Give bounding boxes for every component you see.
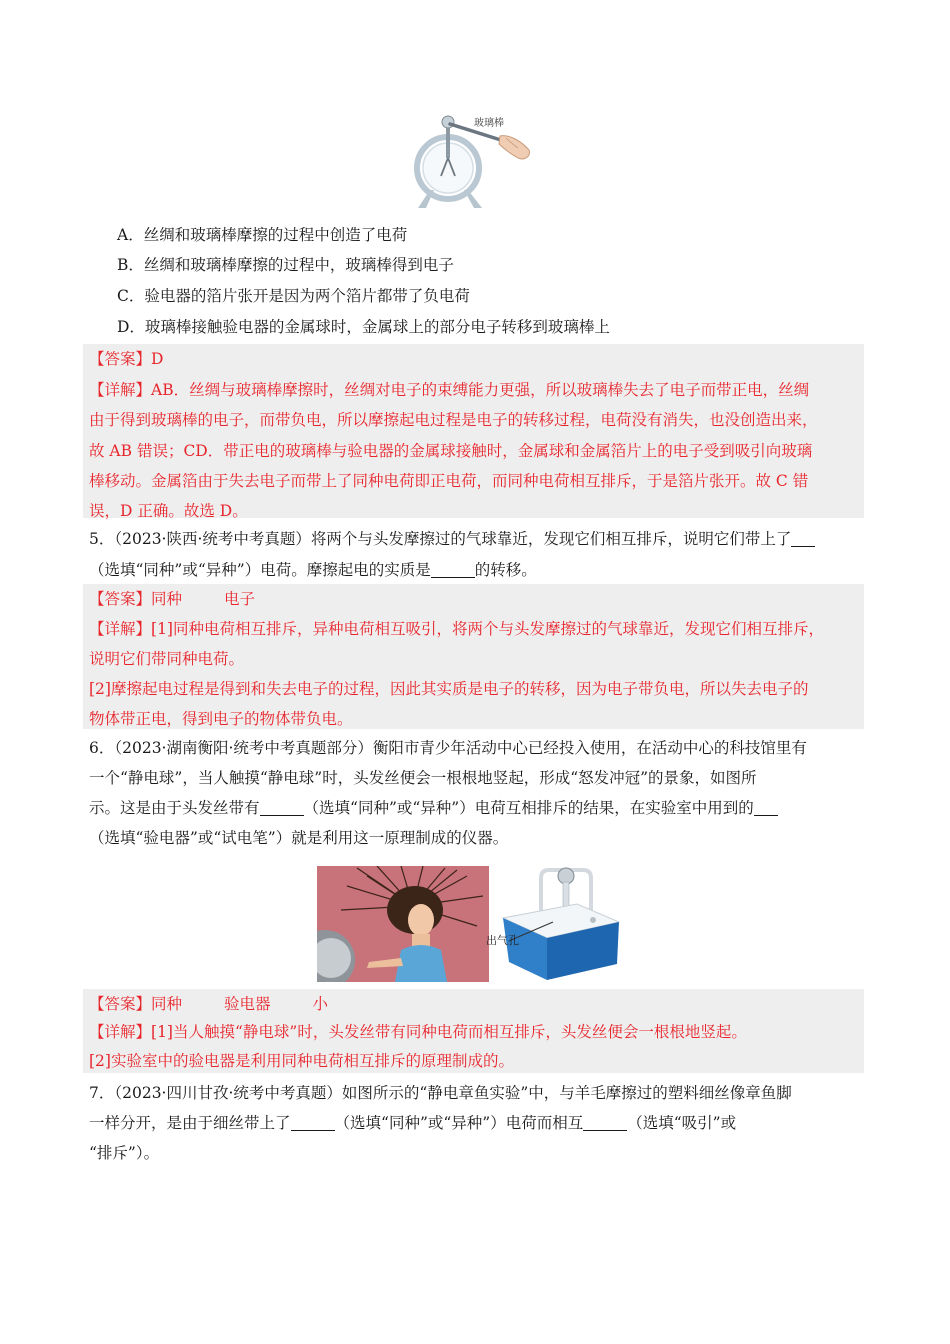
q7-text: （选填“同种”或“异种”）电荷而相互 xyxy=(334,1114,584,1132)
detail-line-q6-2: [2]实验室中的验电器是利用同种电荷相互排斥的原理制成的。 xyxy=(89,1052,514,1070)
q6-line-1: 6．（2023·湖南衡阳·统考中考真题部分）衡阳市青少年活动中心已经投入使用，在活动中心的科技馆里有 xyxy=(89,739,807,757)
detail-line-q5-1 xyxy=(89,614,824,644)
answer-line-q5 xyxy=(89,584,255,614)
answer-line-q6 xyxy=(89,989,328,1019)
detail-text: [1]同种电荷相互排斥，异种电荷相互吸引，将两个与头发摩擦过的气球靠近，发现它们相互排斥， xyxy=(151,620,824,638)
option-b: B．丝绸和玻璃棒摩擦的过程中，玻璃棒得到电子 xyxy=(117,256,454,274)
q7-line-2 xyxy=(89,1108,736,1138)
blank xyxy=(260,797,304,816)
q5-text: 的转移。 xyxy=(474,561,537,579)
q5-text: （选填“同种”或“异种”）电荷。摩擦起电的实质是 xyxy=(89,561,431,579)
q7-line-1: 7．（2023·四川甘孜·统考中考真题）如图所示的“静电章鱼实验”中，与羊毛摩擦过的塑料细丝像章鱼脚 xyxy=(89,1084,792,1102)
air-outlet-label: 出气孔 xyxy=(486,934,519,947)
answer-tag: 【答案】 xyxy=(89,350,152,368)
q7-text: （选填“吸引”或 xyxy=(627,1114,737,1132)
blank xyxy=(791,528,815,547)
q6-line-2: 一个“静电球”，当人触摸“静电球”时，头发丝便会一根根地竖起，形成“怒发冲冠”的景象，如图所 xyxy=(89,769,757,787)
detail-text: [1]当人触摸“静电球”时，头发丝带有同种电荷而相互排斥，头发丝便会一根根地竖起。 xyxy=(151,1023,747,1041)
static-ball-device-figure xyxy=(483,860,633,984)
answer-value: 小 xyxy=(312,995,329,1013)
detail-line-q4-2: 由于得到玻璃棒的电子，而带负电，所以摩擦起电过程是电子的转移过程，电荷没有消失，也没创造出来， xyxy=(89,411,818,429)
detail-line-q5-3: [2]摩擦起电过程是得到和失去电子的过程，因此其实质是电子的转移，因为电子带负电，所以失去电子的 xyxy=(89,680,809,698)
answer-line-q4 xyxy=(89,344,163,374)
q6-line-3 xyxy=(89,793,778,823)
detail-line-q6-1 xyxy=(89,1017,747,1047)
static-hair-photo xyxy=(317,866,489,982)
option-c: C．验电器的箔片张开是因为两个箔片都带了负电荷 xyxy=(117,287,470,305)
q6-text: （选填“同种”或“异种”）电荷互相排斥的结果，在实验室中用到的 xyxy=(303,799,754,817)
electroscope-figure xyxy=(412,108,536,214)
q6-line-4: （选填“验电器”或“试电笔”）就是利用这一原理制成的仪器。 xyxy=(89,829,509,847)
answer-value: 同种 xyxy=(151,995,183,1013)
answer-value: 电子 xyxy=(224,590,256,608)
q7-line-3: “排斥”）。 xyxy=(89,1144,160,1162)
detail-tag: 【详解】 xyxy=(89,1023,152,1041)
detail-line-q5-2: 说明它们带同种电荷。 xyxy=(89,650,245,668)
detail-line-q4-4: 棒移动。金属箔由于失去电子而带上了同种电荷即正电荷，而同种电荷相互排斥，于是箔片张开。故 C 错 xyxy=(89,472,809,490)
detail-line-q4-5: 误，D 正确。故选 D。 xyxy=(89,502,248,520)
q5-line-2 xyxy=(89,555,537,585)
detail-tag: 【详解】 xyxy=(89,381,152,399)
option-d: D．玻璃棒接触验电器的金属球时，金属球上的部分电子转移到玻璃棒上 xyxy=(117,318,610,336)
q5-text: 5．（2023·陕西·统考中考真题）将两个与头发摩擦过的气球靠近，发现它们相互排斥，说明它们带上了 xyxy=(89,530,792,548)
q7-text: 一样分开，是由于细丝带上了 xyxy=(89,1114,291,1132)
detail-text: AB．丝绸与玻璃棒摩擦时，丝绸对电子的束缚能力更强，所以玻璃棒失去了电子而带正电，丝绸 xyxy=(151,381,810,399)
blank xyxy=(754,797,778,816)
answer-value: 同种 xyxy=(151,590,183,608)
detail-tag: 【详解】 xyxy=(89,620,152,638)
answer-value: 验电器 xyxy=(224,995,271,1013)
answer-tag: 【答案】 xyxy=(89,590,152,608)
q6-text: 示。这是由于头发丝带有 xyxy=(89,799,260,817)
detail-line-q4-1 xyxy=(89,375,809,405)
answer-value: D xyxy=(151,350,164,368)
blank xyxy=(291,1112,335,1131)
detail-line-q5-4: 物体带正电，得到电子的物体带负电。 xyxy=(89,710,353,728)
detail-line-q4-3: 故 AB 错误；CD．带正电的玻璃棒与验电器的金属球接触时，金属球和金属箔片上的电子受到吸引向玻璃 xyxy=(89,442,813,460)
blank xyxy=(583,1112,627,1131)
q5-line-1 xyxy=(89,524,815,554)
glass-rod-label: 玻璃棒 xyxy=(474,118,504,129)
blank xyxy=(431,559,475,578)
answer-tag: 【答案】 xyxy=(89,995,152,1013)
option-a: A．丝绸和玻璃棒摩擦的过程中创造了电荷 xyxy=(117,226,408,244)
